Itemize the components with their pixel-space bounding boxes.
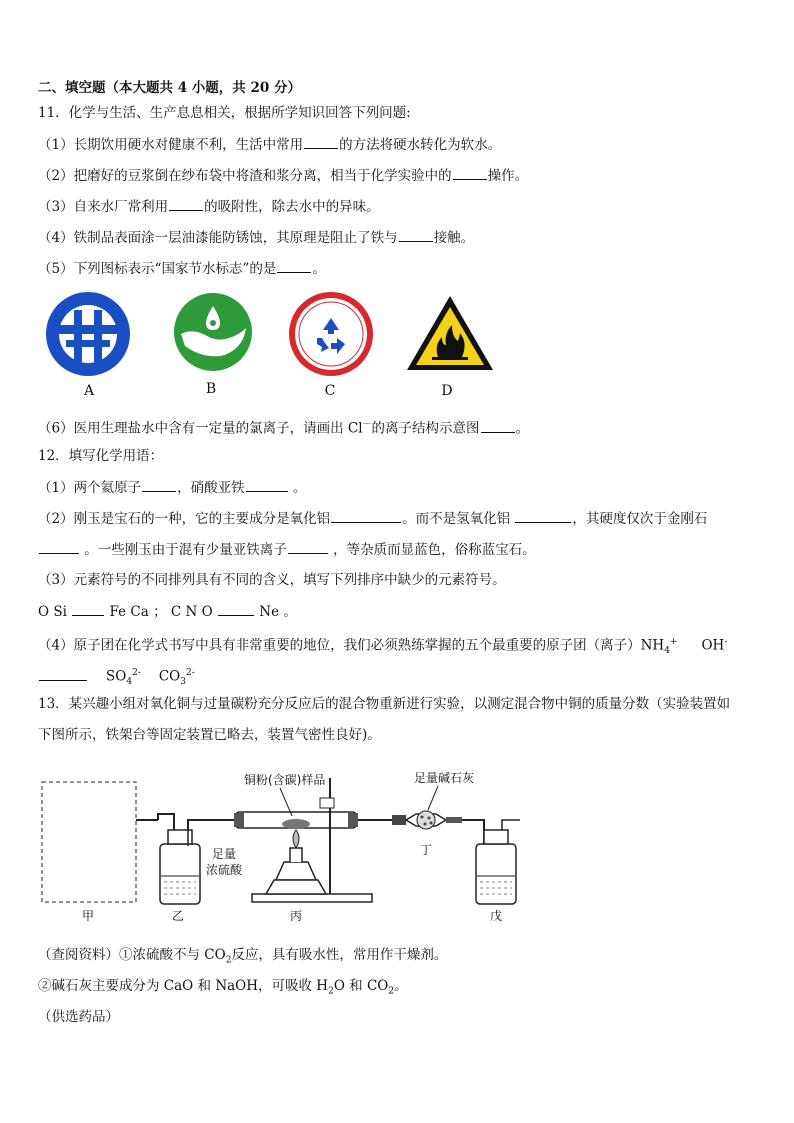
q11-stem: 11．化学与生活、生产息息相关，根据所学知识回答下列问题:	[38, 105, 411, 121]
q13-supply: （供选药品）	[38, 1009, 119, 1025]
answer-blank[interactable]	[169, 196, 203, 211]
icon-option-a	[44, 290, 132, 382]
answer-blank[interactable]	[399, 227, 433, 242]
q11-part4: （4）铁制品表面涂一层油漆能防锈蚀，其原理是阻止了铁与 接触。	[38, 227, 474, 248]
q13-stem-line1: 13．某兴趣小组对氧化铜与过量碳粉充分反应后的混合物重新进行实验，以测定混合物中铜的质量分数（实验装置如	[38, 696, 731, 712]
q11-part2: （2）把磨好的豆浆倒在纱布袋中将渣和浆分离，相当于化学实验中的 操作。	[38, 165, 528, 186]
device-bing-tube	[234, 812, 358, 829]
label-wu: 戊	[490, 909, 503, 923]
label-ding: 丁	[420, 843, 433, 857]
answer-blank[interactable]	[72, 601, 104, 616]
q13-info2: ②碱石灰主要成分为 CaO 和 NaOH，可吸收 $H_2O$ 和 $CO_2$。	[38, 978, 408, 997]
q12-stem: 12．填写化学用语：	[38, 448, 164, 464]
q12-part4-cont: $SO_4^{2-}$ $CO_3^{2-}$	[38, 663, 195, 692]
label-bing: 丙	[290, 909, 303, 923]
icon-label-c: C	[324, 383, 336, 399]
q13-info1: （查阅资料）①浓硫酸不与 $CO_2$反应，具有吸水性，常用作干燥剂。	[38, 947, 448, 966]
section-title: 二、填空题（本大题共 4 小题，共 20 分）	[38, 80, 301, 96]
answer-blank[interactable]	[481, 418, 515, 433]
icon-label-a: A	[83, 383, 95, 399]
q12-part2: （2）刚玉是宝石的一种，它的主要成分是氧化铝 。而不是氢氧化铝 ，其硬度仅次于金刚石	[38, 508, 707, 529]
device-yi-bottle	[160, 830, 200, 904]
label-acid-line1: 足量	[212, 847, 237, 861]
label-acid-line2: 浓硫酸	[206, 863, 243, 877]
answer-blank[interactable]	[515, 508, 571, 523]
water-saving-sign-icon	[173, 292, 253, 372]
device-wu-bottle	[476, 820, 520, 904]
flammable-warning-icon	[404, 293, 496, 373]
answer-blank[interactable]	[218, 601, 254, 616]
experiment-apparatus-diagram	[40, 768, 540, 928]
answer-blank[interactable]	[453, 165, 487, 180]
icon-option-b	[173, 292, 253, 376]
answer-blank[interactable]	[331, 508, 401, 523]
answer-blank[interactable]	[304, 134, 338, 149]
device-jia-box	[42, 782, 136, 902]
label-sample: 铜粉(含碳)样品	[244, 773, 326, 787]
label-yi: 乙	[172, 909, 185, 923]
label-soda-lime: 足量碱石灰	[414, 771, 475, 785]
answer-blank[interactable]	[277, 258, 311, 273]
answer-blank[interactable]	[39, 666, 87, 681]
label-jia: 甲	[82, 909, 95, 923]
icon-option-d	[404, 293, 496, 377]
icon-label-b: B	[205, 381, 217, 397]
q13-stem-line2: 下图所示，铁架台等固定装置已略去，装置气密性良好)。	[38, 727, 381, 743]
icon-label-d: D	[441, 383, 453, 399]
answer-blank[interactable]	[39, 539, 79, 554]
answer-blank[interactable]	[288, 539, 328, 554]
q12-sequence: O Si Fe Ca ； C N O Ne 。	[38, 601, 297, 622]
q12-part4: （4）原子团在化学式书写中具有非常重要的地位，我们必须熟练掌握的五个最重要的原子团（离子）$NH_4^+$ OH-	[38, 637, 728, 657]
water-supply-sign-icon	[44, 290, 132, 378]
answer-blank[interactable]	[142, 477, 176, 492]
q11-part1: （1）长期饮用硬水对健康不利，生活中常用 的方法将硬水转化为软水。	[38, 134, 501, 155]
q11-part5: （5）下列图标表示“国家节水标志”的是 。	[38, 258, 326, 279]
q12-part1: （1）两个氦原子 ，硝酸亚铁 。	[38, 477, 306, 498]
icon-option-c	[287, 290, 375, 382]
device-ding-drying-tube	[392, 811, 462, 829]
q11-part6: （6）医用生理盐水中含有一定量的氯离子，请画出 Cl－的离子结构示意图 。	[38, 415, 529, 439]
recycling-sign-icon	[287, 290, 375, 378]
q12-part3: （3）元素符号的不同排列具有不同的含义，填写下列排序中缺少的元素符号。	[38, 572, 506, 588]
answer-blank[interactable]	[246, 477, 288, 492]
q11-part3: （3）自来水厂常利用 的吸附性，除去水中的异味。	[38, 196, 380, 217]
q12-part2-cont: 。一些刚玉由于混有少量亚铁离子 ，等杂质而显蓝色，俗称蓝宝石。	[38, 539, 536, 560]
